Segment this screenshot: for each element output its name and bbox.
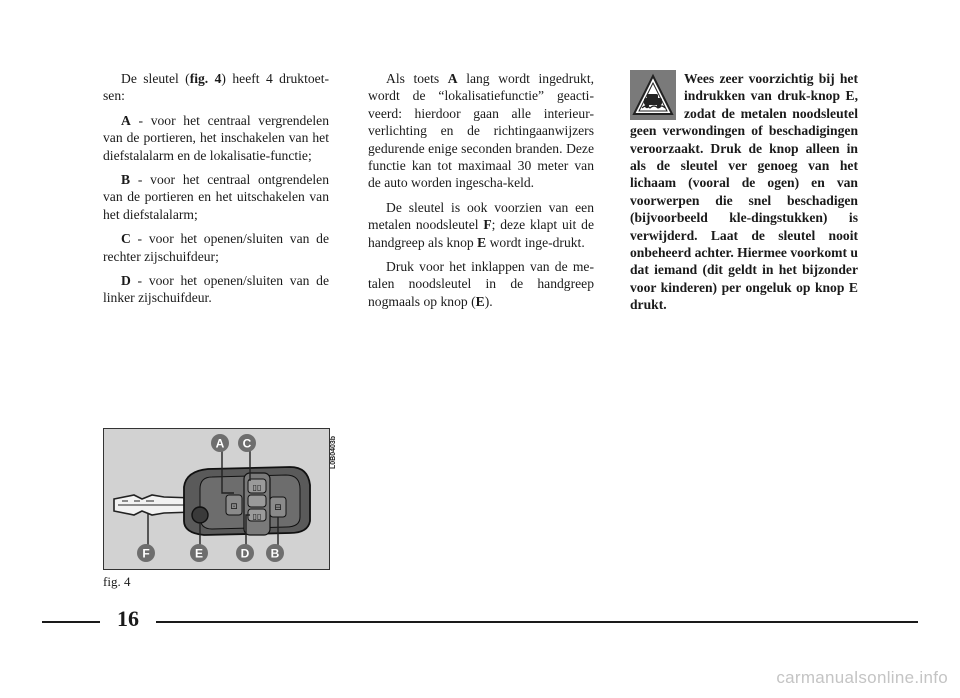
column-right-warning	[630, 70, 858, 321]
watermark: carmanualsonline.info	[776, 668, 948, 687]
svg-text:E: E	[194, 546, 204, 561]
button-unlock-mark: ⊟	[274, 502, 282, 512]
svg-text:D: D	[240, 546, 250, 561]
metal-key-blade	[114, 495, 194, 515]
paragraph-emergency-key: De sleutel is ook voorzien van een metalen noodsleutel F; deze klapt uit de handgreep als knop E wordt inge-drukt.	[368, 199, 594, 250]
key-illustration	[104, 429, 329, 569]
paragraph-localization: Als toets A lang wordt ingedrukt, wordt de “lokalisatiefunctie” geacti-veerd: hierdoor gaan alle interieur-verlichting en de richtingaanwijzers gedurende enige seconden branden. Deze functie kan tot maximaal 30 meter van de auto worden ingescha-keld.	[368, 71, 595, 191]
key-fob-body	[184, 467, 310, 535]
column-middle	[368, 70, 594, 317]
svg-text:F: F	[142, 546, 150, 561]
item-b: B - voor het centraal ontgrendelen van de portieren en het uitschakelen van het diefstalalarm;	[103, 172, 329, 222]
button-lock-mark: ⊡	[230, 501, 238, 511]
svg-text:C: C	[242, 436, 252, 451]
page-number: 16	[117, 606, 139, 631]
callout-e	[190, 544, 208, 562]
button-a	[248, 495, 266, 507]
item-d: D - voor het openen/sluiten van de linker zijschuifdeur.	[103, 273, 329, 306]
key-figure	[103, 428, 330, 570]
svg-text:A: A	[215, 436, 225, 451]
item-c: C - voor het openen/sluiten van de rechter zijschuifdeur;	[103, 231, 329, 264]
paragraph-fold-key: Druk voor het inklappen van de me-talen noodsleutel in de handgreep nogmaals op knop (E).	[368, 259, 594, 309]
figure-caption: fig. 4	[103, 574, 131, 589]
callout-b	[266, 544, 284, 562]
callout-d	[236, 544, 254, 562]
button-d-mark: ▯▯	[252, 512, 262, 521]
item-a: A - voor het centraal vergrendelen van de portieren, het inschakelen van het diefstalalarm en de lokalisatie-functie;	[103, 112, 329, 163]
warning-text: Wees zeer voorzichtig bij het indrukken van druk-knop E, zodat de metalen noodsleutel geen verwondingen of beschadigingen veroorzaakt. Druk de knop alleen in als de sleutel ver genoeg van het lichaam (vooral de ogen) en van voorwerpen die snel beschadigen (bijvoorbeeld kle-dingstukken) is verwijderd. Laat de sleutel nooit onbeheerd achter. Hiermee voorkomt u dat iemand (dit geldt in het bijzonder voor kinderen) per ongeluk op knop E drukt.	[630, 71, 858, 313]
footer-rule-left	[42, 621, 100, 623]
callout-a	[211, 434, 229, 452]
callout-f	[137, 544, 155, 562]
column-left	[103, 70, 329, 314]
warning-triangle-icon	[630, 70, 676, 120]
svg-text:B: B	[270, 546, 280, 561]
fig-reference: fig. 4	[189, 71, 222, 86]
callout-c	[238, 434, 256, 452]
figure-code: L0B0403b	[330, 435, 337, 469]
button-e	[192, 507, 208, 523]
footer-rule-right	[156, 621, 918, 623]
intro-paragraph: De sleutel (fig. 4) heeft 4 druktoet-sen:	[103, 71, 329, 104]
button-c-mark: ▯▯	[252, 483, 262, 492]
